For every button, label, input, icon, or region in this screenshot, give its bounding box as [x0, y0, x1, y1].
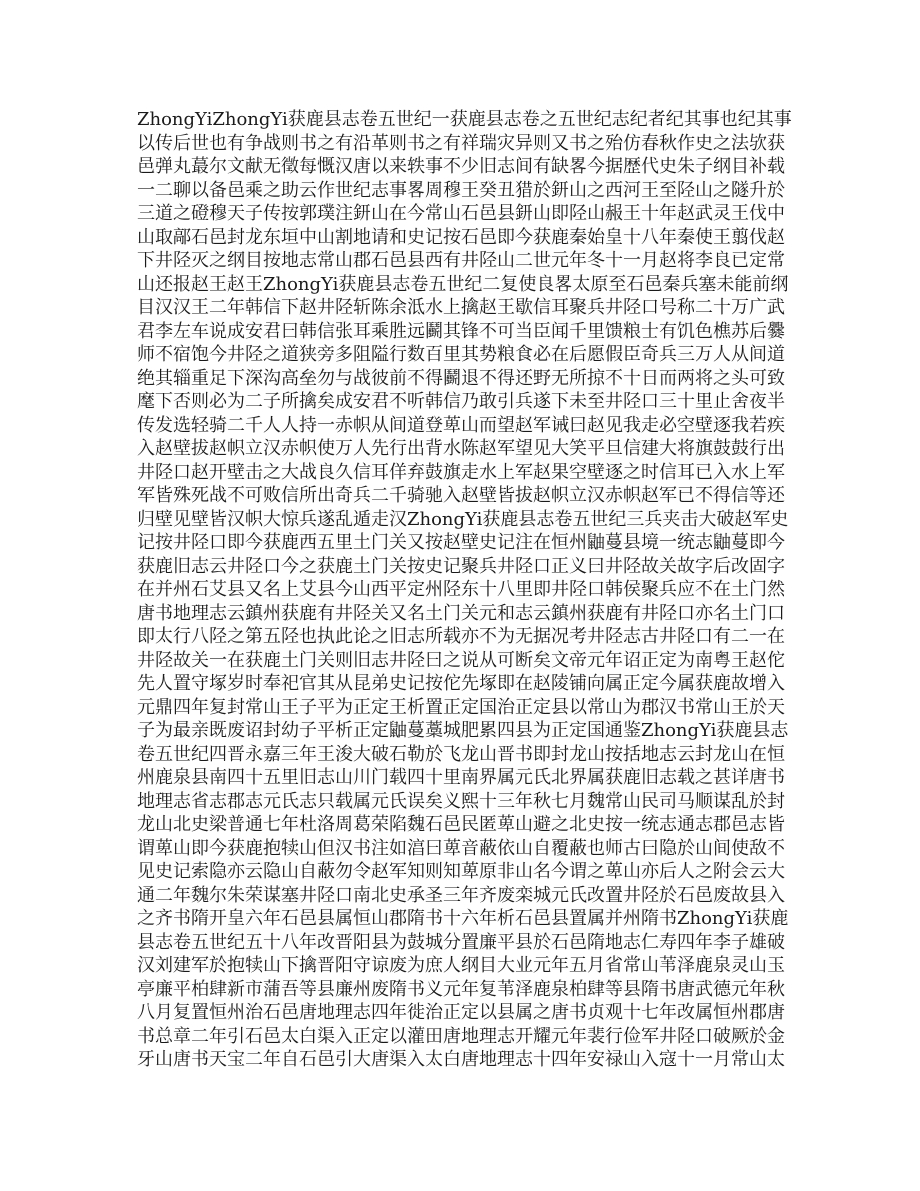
- text-line: 先人置守塚岁时奉祀官其从昆弟史记按佗先塚即在赵陵铺向属正定今属获鹿故增入: [137, 673, 785, 694]
- text-line: 入赵壁拔赵帜立汉赤帜使万人先行出背水陈赵军望见大笑平旦信建大将旗鼓鼓行出: [137, 438, 785, 459]
- text-line: 亭廉平柏肆新市蒲吾等县廉州废隋书义元年复苇泽鹿泉柏肆等县隋书唐武德元年秋: [137, 978, 785, 1000]
- text-line: 谓萆山即今获鹿抱犊山但汉书注如湻曰萆音蔽依山自覆蔽也师古曰隐於山间使敌不: [137, 837, 785, 859]
- text-line: 传发选轻骑二千人人持一赤帜从间道登萆山而望赵军诫曰赵见我走必空壁逐我若疾: [137, 414, 785, 436]
- text-line: 县志卷五世纪五十八年改晋阳县为鼓城分置廉平县於石邑隋地志仁寿四年李子雄破: [137, 931, 785, 953]
- text-line: 之齐书隋开皇六年石邑县属恒山郡隋书十六年析石邑县置属并州隋书ZhongYi获鹿: [137, 908, 789, 929]
- text-line: 井陉口赵开壁击之大战良久信耳佯弃鼓旗走水上军赵果空壁逐之时信耳已入水上军: [137, 461, 785, 483]
- text-line: 获鹿旧志云井陉口今之获鹿土门关按史记聚兵井陉口正义曰井陉故关故字后改固字: [137, 555, 785, 577]
- text-line: 归壁见壁皆汉帜大惊兵遂乱遁走汉ZhongYi获鹿县志卷五世纪三兵夹击大破赵军史: [137, 508, 789, 530]
- text-line: 子为最亲既废诏封幼子平析正定鼬蔓藁城肥累四县为正定国通鉴ZhongYi获鹿县志: [137, 720, 789, 741]
- text-line: 目汉汉王二年韩信下赵井陉斩陈余泜水上擒赵王歇信耳聚兵井陉口号称二十万广武: [137, 297, 785, 318]
- text-line: 邑弹丸蕞尔文献无徵每慨汉唐以来轶事不少旧志间有缺畧今据歴代史朱子纲目补载: [137, 156, 785, 177]
- text-line: 山还报赵王赵王ZhongYi获鹿县志卷五世纪二复使良畧太原至石邑秦兵塞未能前纲: [137, 273, 789, 295]
- text-line: 八月复置恒州治石邑唐地理志四年徙治正定以县属之唐书贞观十七年改属恒州郡唐: [137, 1002, 785, 1023]
- text-line: 即太行八陉之第五陉也执此论之旧志所载亦不为无据况考井陉志古井陉口有二一在: [137, 626, 785, 647]
- text-line: 州鹿泉县南四十五里旧志山川门载四十里南界属元氏北界属获鹿旧志载之甚详唐书: [137, 767, 785, 788]
- text-line: 井陉故关一在获鹿土门关则旧志井陉曰之说从可断矣文帝元年诏正定为南粤王赵佗: [137, 649, 785, 671]
- text-line: 君李左车说成安君曰韩信张耳乘胜远鬬其锋不可当臣闻千里馈粮士有饥色樵苏后爨: [137, 320, 785, 342]
- text-line: 山取鄗石邑封龙东垣中山割地请和史记按石邑即今获鹿秦始皇十八年秦使王翦伐赵: [137, 226, 785, 248]
- text-line: 唐书地理志云鎮州获鹿有井陉关又名土门关元和志云鎮州获鹿有井陉口亦名土门口: [137, 602, 785, 624]
- text-line: 通二年魏尔朱荣谋塞井陉口南北史承圣三年齐废栾城元氏改置井陉於石邑废故县入: [137, 884, 785, 906]
- text-line: 地理志省志郡志元氏志只载属元氏误矣义熙十三年秋七月魏常山民司马顺谋乱於封: [137, 790, 785, 812]
- text-line: 记按井陉口即今获鹿西五里土门关又按赵壁史记注在恒州鼬蔓县境一统志鼬蔓即今: [137, 532, 785, 553]
- text-line: 以传后世也有争战则书之有沿革则书之有祥瑞灾异则又书之殆仿春秋作史之法欤获: [137, 132, 785, 154]
- text-line: 龙山北史梁普通七年杜洛周葛荣陷魏石邑民匿萆山避之北史按一统志通志郡邑志皆: [137, 814, 785, 835]
- text-block: [137, 108, 797, 1072]
- text-line: 下井陉灭之纲目按地志常山郡石邑县西有井陉山二世元年冬十一月赵将李良已定常: [137, 250, 785, 271]
- text-line: ZhongYiZhongYi获鹿县志卷五世纪一获鹿县志卷之五世纪志纪者纪其事也纪其事: [137, 109, 792, 130]
- text-line: 牙山唐书天宝二年自石邑引大唐渠入太白唐地理志十四年安禄山入寇十一月常山太: [137, 1049, 785, 1070]
- text-line: 军皆殊死战不可败信所出奇兵二千骑驰入赵壁皆拔赵帜立汉赤帜赵军已不得信等还: [137, 485, 785, 506]
- text-line: 一二聊以备邑乘之助云作世纪志事畧周穆王癸丑猎於鈃山之西河王至陉山之隧升於: [137, 179, 785, 201]
- text-line: 元鼎四年复封常山王子平为正定王析置正定国治正定县以常山为郡汉书常山王於天: [137, 696, 785, 718]
- text-line: 师不宿饱今井陉之道狭旁多阻隘行数百里其势粮食必在后愿假臣奇兵三万人从间道: [137, 344, 785, 365]
- text-line: 麾下否则必为二子所擒矣成安君不听韩信乃敢引兵遂下未至井陉口三十里止舍夜半: [137, 391, 785, 412]
- text-line: 在并州石艾县又名上艾县今山西平定州陉东十八里即井陉口韩侯聚兵应不在土门然: [137, 579, 785, 600]
- text-line: 绝其辎重足下深沟高垒勿与战彼前不得鬬退不得还野无所掠不十日而两将之头可致: [137, 367, 785, 389]
- text-line: 汉刘建军於抱犊山下擒晋阳守谅废为庶人纲目大业元年五月省常山苇泽鹿泉灵山玉: [137, 955, 785, 976]
- text-line: 书总章二年引石邑太白渠入正定以灌田唐地理志开耀元年裴行俭军井陉口破厥於金: [137, 1025, 785, 1047]
- text-line: 见史记索隐亦云隐山自蔽勿令赵军知则知萆原非山名今谓之萆山亦后人之附会云大: [137, 861, 785, 882]
- text-line: 卷五世纪四晋永嘉三年王浚大破石勒於飞龙山晋书即封龙山按括地志云封龙山在恒: [137, 743, 785, 765]
- text-line: 三道之磴穆天子传按郭璞注鈃山在今常山石邑县鈃山即陉山赧王十年赵武灵王伐中: [137, 203, 785, 224]
